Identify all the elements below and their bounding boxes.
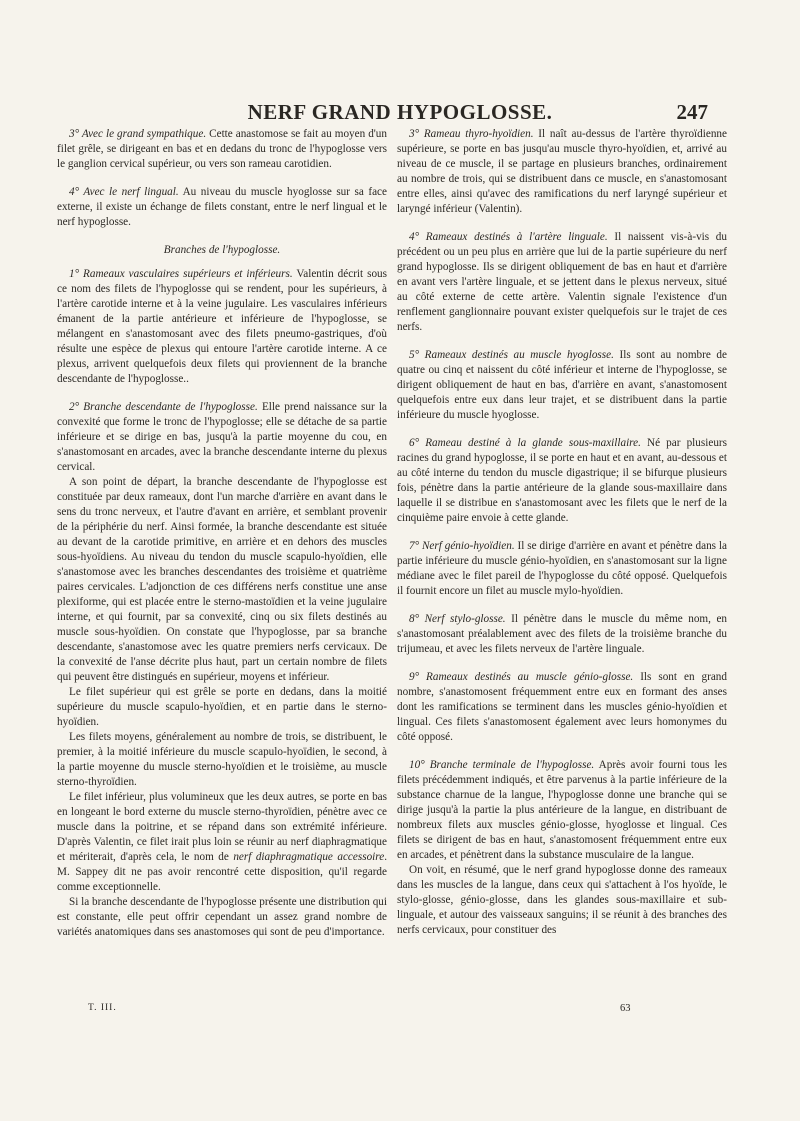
paragraph (57, 127, 387, 172)
page-number: 247 (676, 100, 708, 124)
paragraph-text: Né par plusieurs racines du grand hypoglosse, il se porte en haut et en avant, au-dessous et au côté interne du tendon du muscle digastrique; il se bifurque plusieurs fois, pénètre dans la partie antérieure de la glande sous-maxillaire dans laquelle il se distribue en s'anastomosant avec les filets que le nerf de la cinquième paire envoie à cette glande. (397, 437, 727, 524)
paragraph (57, 790, 387, 895)
paragraph-heading: 3° Rameau thyro-hyoïdien. (409, 128, 534, 140)
paragraph-text: Il naissent vis-à-vis du précédent ou un peu plus en arrière que lui de la partie supérieure du nerf grand hypoglosse. Ils se dirigent obliquement de bas en haut et d'arrière en avant vers l'artère linguale, et se jettent dans le plexus nerveux, situé au côté externe de cette artère. Valentin signale l'existence d'un renflement ganglionnaire pouvant exister quelquefois sur le trajet de ces nerfs. (397, 231, 727, 333)
paragraph (397, 612, 727, 657)
paragraph-text: Ils sont au nombre de quatre ou cinq et naissent du côté inférieur et interne de l'hypoglosse, se dirigent obliquement de haut en bas, d'arrière en avant, s'anastomosent quelquefois entre eux dans leur trajet, et se distribuent dans la partie inférieure du muscle hyoglosse. (397, 349, 727, 421)
italic-term: nerf diaphragmatique accessoire (233, 851, 385, 863)
paragraph-text: Elle prend naissance sur la convexité que forme le tronc de l'hypoglosse; elle se détache de sa partie inférieure et se dirige en bas, jusqu'à la partie moyenne du cou, en s'anastomosant en arcades, avec la branche descendante interne du plexus cervical. (57, 401, 387, 473)
signature-mark: 63 (620, 1003, 631, 1014)
paragraph-text: Il se dirige d'arrière en avant et pénètre dans la partie inférieure du muscle génio-hyoïdien, en s'anastomosant sur la ligne médiane avec le filet pareil de l'hypoglosse du côté opposé. Quelquefois il fournit encore un filet au muscle mylo-hyoïdien. (397, 540, 727, 597)
paragraph: Le filet supérieur qui est grêle se porte en dedans, dans la moitié supérieure du muscle scapulo-hyoïdien, et en partie dans le sterno-hyoïdien. (57, 686, 387, 728)
paragraph-text: Valentin décrit sous ce nom des filets de l'hypoglosse qui se rendent, pour les supérieurs, à l'artère carotide interne et à la veine jugulaire. Les vasculaires inférieurs émanent de la partie antérieure et inférieure de l'hypoglosse, se mélangent en s'anastomosant avec des filets pneumo-gastriques, d'où résulte une espèce de plexus qui entoure l'artère carotide interne. A ce plexus, arrivent quelquefois deux filets qui proviennent de la branche descendante de l'hypoglosse.. (57, 268, 388, 385)
paragraph-heading: 4° Avec le nerf lingual. (69, 186, 179, 198)
volume-mark: T. III. (88, 1003, 117, 1013)
paragraph-heading: 5° Rameaux destinés au muscle hyoglosse. (409, 349, 614, 361)
paragraph-text: Il pénètre dans le muscle du même nom, en s'anastomosant préalablement avec des filets de la troisième branche du trijumeau, et avec les filets nerveux de l'artère linguale. (397, 613, 728, 655)
paragraph: Les filets moyens, généralement au nombre de trois, se distribuent, le premier, à la moitié inférieure du muscle scapulo-hyoïdien, le second, à la partie moyenne du muscle sterno-hyoïdien et le troisième, au muscle sterno-thyroïdien. (57, 731, 387, 788)
paragraph-text: . M. Sappey dit ne pas avoir rencontré cette disposition, qu'il regarde comme exceptionnelle. (57, 851, 387, 893)
paragraph (57, 185, 387, 230)
paragraph-text: Le filet inférieur, plus volumineux que les deux autres, se porte en bas en longeant le bord externe du muscle sterno-thyroïdien, pénètre avec ce muscle dans la poitrine, et se répand dans son extrémité inférieure. D'après Valentin, ce filet irait plus loin se réunir au nerf diaphragmatique et mériterait, d'après cela, le nom de (57, 791, 387, 863)
paragraph: On voit, en résumé, que le nerf grand hypoglosse donne des rameaux dans les muscles de la langue, dans ceux qui s'attachent à l'os hyoïde, le stylo-glosse, génio-glosse, dans les glandes sous-maxillaire et sub-linguale, et autour des vaisseaux sanguins; il se réunit à des branches des nerfs cervicaux, pour constituer des (397, 864, 727, 936)
paragraph-heading: 10° Branche terminale de l'hypoglosse. (409, 759, 595, 771)
paragraph-text: Cette anastomose se fait au moyen d'un filet grêle, se dirigeant en bas et en dedans du tronc de l'hypoglosse vers le ganglion cervical supérieur, ou vers son rameau carotidien. (57, 128, 387, 170)
left-column (57, 127, 387, 940)
paragraph-text: Après avoir fourni tous les filets précédemment indiqués, et être parvenus à la partie inférieure de la substance charnue de la langue, l'hypoglosse donne une branche qui se dirige jusqu'à la partie la plus antérieure de la langue, en distribuant de nombreux filets aux muscles génio-glosse, hyoglosse et lingual. Ces filets se dirigent de bas en haut, s'anastomosent fréquemment entre eux en arcades, et pénètrent dans la substance musculaire de la langue. (397, 759, 727, 861)
paragraph-heading: 1° Rameaux vasculaires supérieurs et inférieurs. (69, 268, 293, 280)
section-title: Branches de l'hypoglosse. (163, 244, 281, 256)
paragraph (397, 230, 727, 335)
paragraph (397, 436, 727, 526)
paragraph (57, 267, 387, 387)
paragraph-heading: 8° Nerf stylo-glosse. (409, 613, 506, 625)
paragraph-heading: 3° Avec le grand sympathique. (69, 128, 207, 140)
paragraph-heading: 2° Branche descendante de l'hypoglosse. (69, 401, 258, 413)
paragraph (397, 348, 727, 423)
paragraph: Si la branche descendante de l'hypoglosse présente une distribution qui est constante, elle peut offrir cependant un assez grand nombre de variétés anatomiques dans ses anastomoses qui sont de peu d'importance. (57, 896, 387, 938)
paragraph-text: Ils sont en grand nombre, s'anastomosent fréquemment entre eux en formant des anses dont les ramifications se terminent dans les muscles génio-hyoïdien et lingual. Ces filets s'anastomosent également avec leurs homonymes du côté opposé. (397, 671, 727, 743)
paragraph-heading: 7° Nerf génio-hyoïdien. (409, 540, 515, 552)
running-header-title: NERF GRAND HYPOGLOSSE. (247, 100, 553, 124)
paragraph-text: Il naît au-dessus de l'artère thyroïdienne supérieure, se porte en bas jusqu'au muscle thyro-hyoïdien, et, arrivé au niveau de ce muscle, il se partage en plusieurs branches, ordinairement au nombre de trois, qui se distribuent dans ce muscle, en s'anastomosant entre elles, ainsi qu'avec des ramifications du nerf laryngé supérieur et laryngé inférieur (Valentin). (397, 128, 727, 215)
paragraph-heading: 6° Rameau destiné à la glande sous-maxillaire. (409, 437, 641, 449)
paragraph-text: Au niveau du muscle hyoglosse sur sa face externe, il existe un échange de filets constant, entre le nerf lingual et le nerf hypoglosse. (57, 186, 387, 228)
paragraph: A son point de départ, la branche descendante de l'hypoglosse est constituée par deux rameaux, dont l'un marche d'arrière en avant dans le sens du tronc nerveux, et l'autre d'avant en arrière, et semblant provenir de la périphérie du nerf. Ainsi formée, la branche descendante est située au devant de la carotide primitive, en arrière et en dehors des muscles sous-hyoïdiens. Au niveau du tendon du muscle scapulo-hyoïdien, elle s'anastomose avec les branches descendantes des troisième et quatrième paires cervicales. L'adjonction de ces différens nerfs constitue une anse plexiforme, qui est placée entre le sterno-mastoïdien et la veine jugulaire interne, et qui fournit, par sa convexité, cinq ou six filets destinés au muscle sous-hyoïdien. On constate que l'hypoglosse, par sa branche descendante, s'anastomose avec les quatre premiers nerfs cervicaux. De la convexité de l'anse décrite plus haut, part un certain nombre de filets qui peuvent être distingués en supérieur, moyens et inférieur. (57, 476, 387, 683)
paragraph-heading: 9° Rameaux destinés au muscle génio-glosse. (409, 671, 634, 683)
right-column (397, 127, 727, 938)
paragraph (397, 758, 727, 863)
paragraph-heading: 4° Rameaux destinés à l'artère linguale. (409, 231, 608, 243)
paragraph (397, 539, 727, 599)
paragraph (397, 127, 727, 217)
paragraph (57, 400, 387, 475)
paragraph (397, 670, 727, 745)
